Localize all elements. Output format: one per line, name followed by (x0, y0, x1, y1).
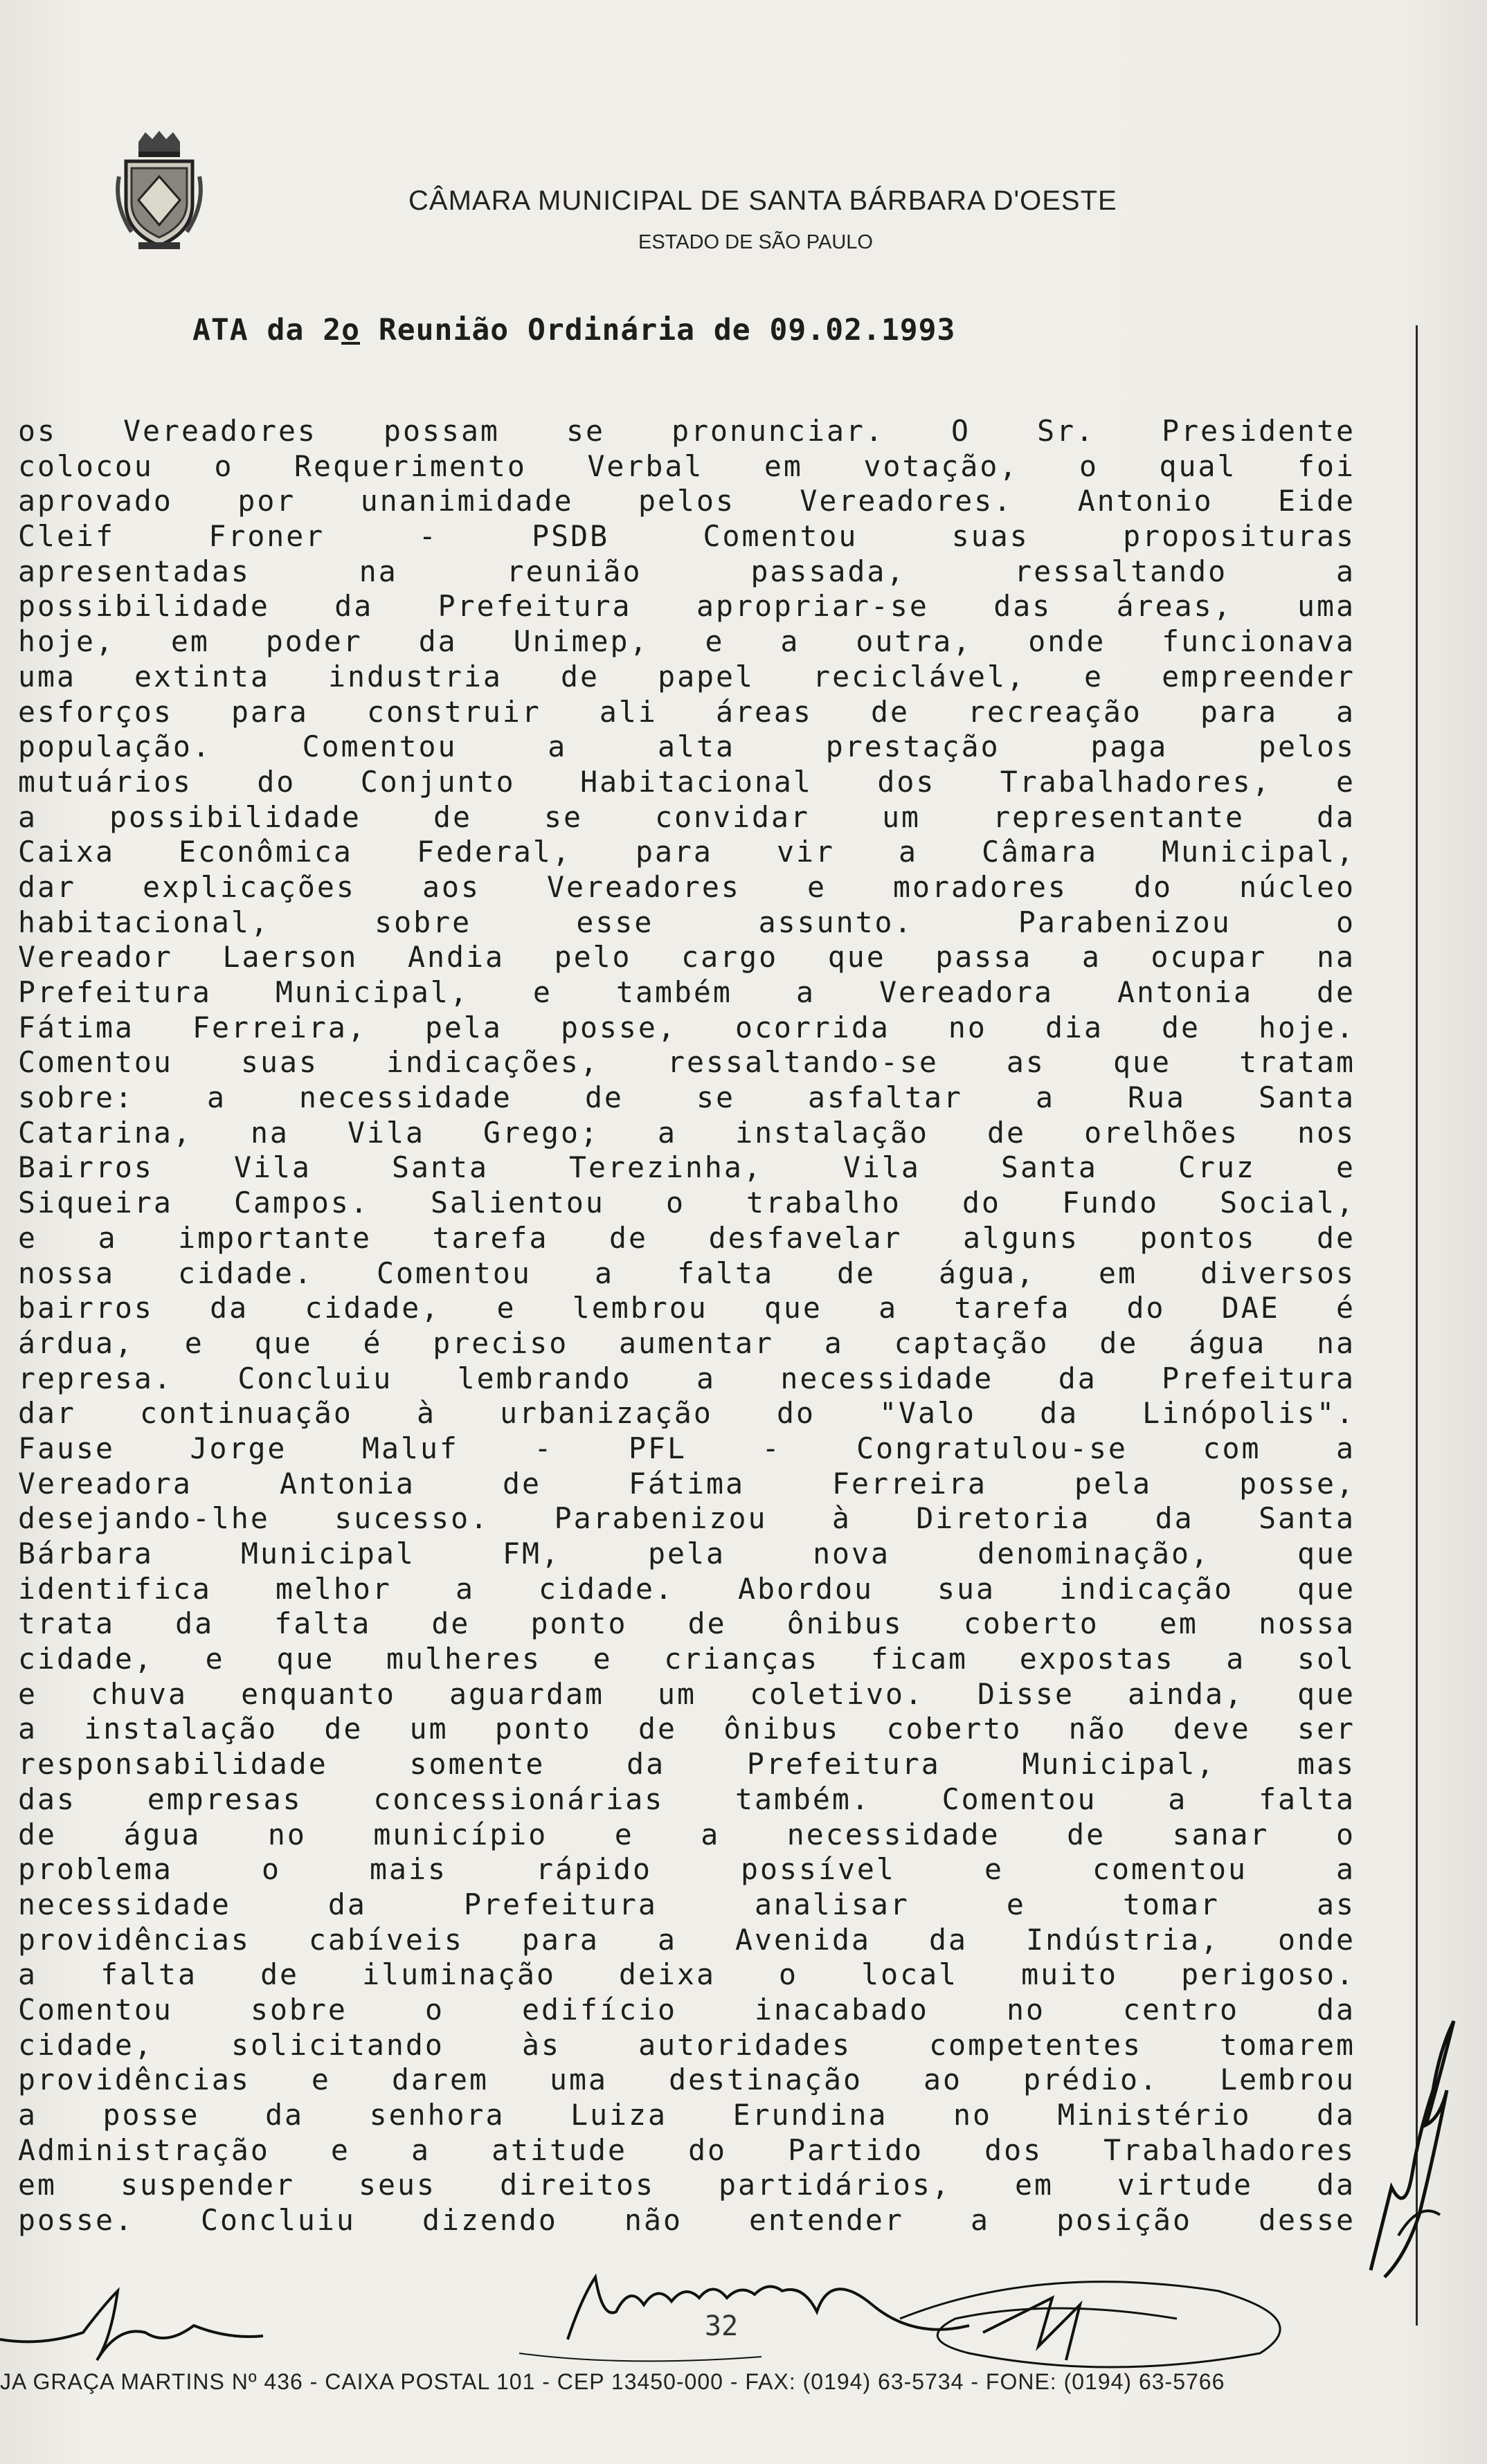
text-line: esforços para construir ali áreas de recreação para a (18, 694, 1355, 729)
text-line: dar explicações aos Vereadores e moradores do núcleo (18, 869, 1355, 904)
text-line: sobre: a necessidade de se asfaltar a Rua Santa (18, 1080, 1355, 1115)
minutes-body (18, 414, 1355, 2238)
text-line: Vereador Laerson Andia pelo cargo que passa a ocupar na (18, 940, 1355, 975)
text-line: Prefeitura Municipal, e também a Vereadora Antonia de (18, 975, 1355, 1009)
text-line: necessidade da Prefeitura analisar e tomar as (18, 1887, 1355, 1921)
text-line: Siqueira Campos. Salientou o trabalho do Fundo Social, (18, 1186, 1355, 1220)
title-prefix: ATA da 2 (192, 313, 342, 347)
text-line: Catarina, na Vila Grego; a instalação de orelhões nos (18, 1115, 1355, 1150)
signatures-icon (0, 2215, 1487, 2395)
page-number: 32 (705, 2310, 739, 2342)
text-line: Vereadora Antonia de Fátima Ferreira pela posse, (18, 1466, 1355, 1501)
text-line: bairros da cidade, e lembrou que a tarefa do DAE é (18, 1291, 1355, 1325)
text-line: mutuários do Conjunto Habitacional dos Trabalhadores, e (18, 764, 1355, 799)
text-line: Fátima Ferreira, pela posse, ocorrida no dia de hoje. (18, 1010, 1355, 1044)
text-line: represa. Concluiu lembrando a necessidade da Prefeitura (18, 1361, 1355, 1395)
text-line: uma extinta industria de papel reciclável, e empreender (18, 659, 1355, 694)
text-line: problema o mais rápido possível e comentou a (18, 1852, 1355, 1887)
text-line: habitacional, sobre esse assunto. Parabenizou o (18, 905, 1355, 939)
text-line: e chuva enquanto aguardam um coletivo. Disse ainda, que (18, 1676, 1355, 1711)
text-line: das empresas concessionárias também. Comentou a falta (18, 1782, 1355, 1816)
document-title (192, 313, 955, 347)
text-line: nossa cidade. Comentou a falta de água, em diversos (18, 1256, 1355, 1290)
title-ordinal: o (341, 313, 360, 347)
title-rest: Reunião Ordinária de 09.02.1993 (360, 313, 956, 347)
text-line: população. Comentou a alta prestação paga pelos (18, 730, 1355, 764)
text-line: providências cabíveis para a Avenida da Indústria, onde (18, 1922, 1355, 1957)
text-line: Bairros Vila Santa Terezinha, Vila Santa Cruz e (18, 1150, 1355, 1185)
text-line: colocou o Requerimento Verbal em votação, o qual foi (18, 449, 1355, 483)
text-line: identifica melhor a cidade. Abordou sua indicação que (18, 1571, 1355, 1606)
text-line: Administração e a atitude do Partido dos Trabalhadores (18, 2132, 1355, 2167)
text-line: responsabilidade somente da Prefeitura Municipal, mas (18, 1747, 1355, 1782)
text-line: a posse da senhora Luiza Erundina no Ministério da (18, 2098, 1355, 2132)
text-line: aprovado por unanimidade pelos Vereadores. Antonio Eide (18, 484, 1355, 518)
text-line: a instalação de um ponto de ônibus coberto não deve ser (18, 1712, 1355, 1746)
text-line: Bárbara Municipal FM, pela nova denominação, que (18, 1537, 1355, 1570)
organization-state: ESTADO DE SÃO PAULO (638, 231, 873, 253)
text-line: e a importante tarefa de desfavelar alguns pontos de (18, 1220, 1355, 1255)
text-line: Caixa Econômica Federal, para vir a Câmara Municipal, (18, 835, 1355, 869)
text-line: apresentadas na reunião passada, ressaltando a (18, 554, 1355, 588)
text-line: árdua, e que é preciso aumentar a captação de água na (18, 1325, 1355, 1360)
text-line: cidade, solicitando às autoridades competentes tomarem (18, 2027, 1355, 2062)
text-line: dar continuação à urbanização do "Valo da Linópolis". (18, 1396, 1355, 1431)
text-line: Cleif Froner - PSDB Comentou suas proposituras (18, 519, 1355, 554)
text-line: Comentou sobre o edifício inacabado no centro da (18, 1992, 1355, 2027)
margin-signature-icon (1357, 2007, 1461, 2284)
text-line: a falta de iluminação deixa o local muito perigoso. (18, 1957, 1355, 1992)
text-line: em suspender seus direitos partidários, em virtude da (18, 2168, 1355, 2202)
text-line: trata da falta de ponto de ônibus coberto em nossa (18, 1606, 1355, 1641)
text-line: Comentou suas indicações, ressaltando-se as que tratam (18, 1045, 1355, 1080)
text-line: de água no município e a necessidade de sanar o (18, 1817, 1355, 1851)
text-line: hoje, em poder da Unimep, e a outra, onde funcionava (18, 624, 1355, 659)
text-line: possibilidade da Prefeitura apropriar-se das áreas, uma (18, 589, 1355, 624)
organization-name: CÂMARA MUNICIPAL DE SANTA BÁRBARA D'OESTE (408, 185, 1117, 216)
text-line: cidade, e que mulheres e crianças ficam expostas a sol (18, 1642, 1355, 1676)
footer-address: JA GRAÇA MARTINS Nº 436 - CAIXA POSTAL 101 - CEP 13450-000 - FAX: (0194) 63-5734 - FONE: (0194) 63-5766 (0, 2369, 1225, 2394)
text-line: os Vereadores possam se pronunciar. O Sr. Presidente (18, 414, 1355, 448)
text-line: a possibilidade de se convidar um representante da (18, 799, 1355, 834)
text-line: desejando-lhe sucesso. Parabenizou à Diretoria da Santa (18, 1501, 1355, 1536)
text-line: Fause Jorge Maluf - PFL - Congratulou-se com a (18, 1431, 1355, 1465)
text-line: providências e darem uma destinação ao prédio. Lembrou (18, 2063, 1355, 2097)
text-line: posse. Concluiu dizendo não entender a posição desse (18, 2203, 1355, 2238)
municipal-crest-icon (111, 128, 208, 253)
